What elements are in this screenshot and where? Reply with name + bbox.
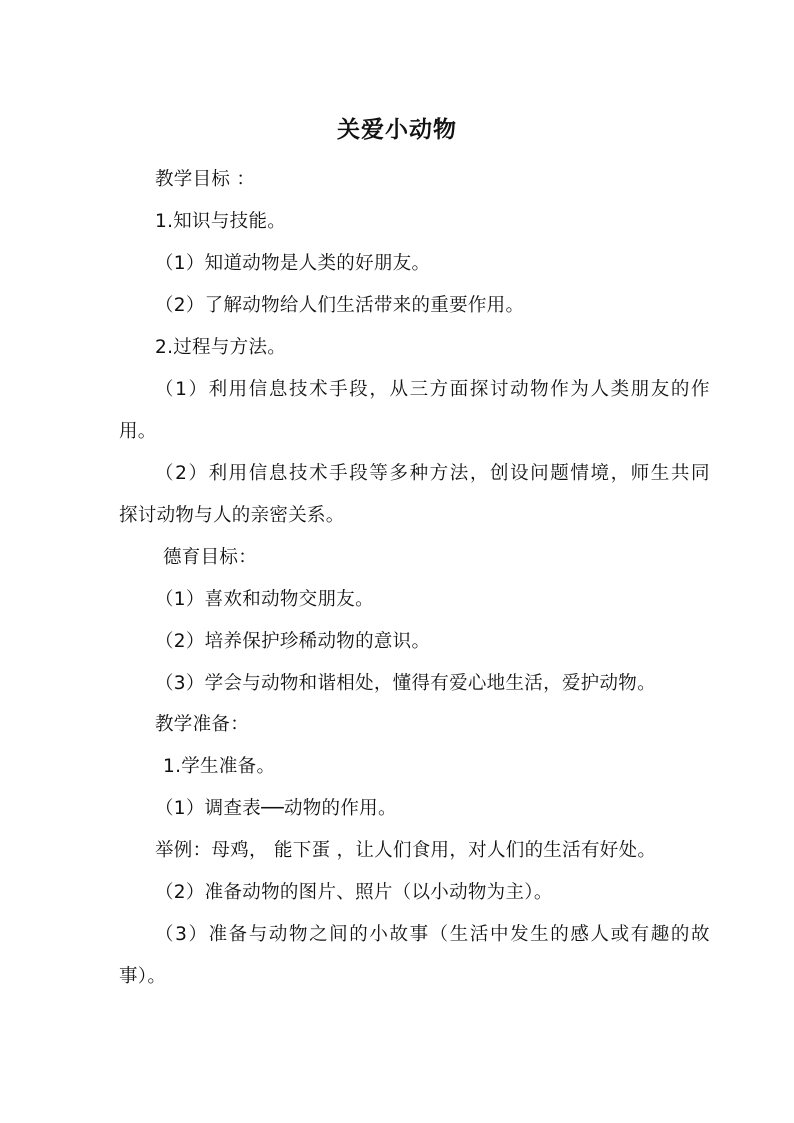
subheading-process-method: 2.过程与方法。	[155, 337, 287, 358]
subheading-knowledge-skills: 1.知识与技能。	[155, 211, 287, 232]
list-item: （2）准备动物的图片、照片（以小动物为主）。	[155, 882, 553, 903]
section-heading-teaching-goals: 教学目标 ：	[155, 169, 256, 190]
paragraph-line: （2）利用信息技术手段等多种方法，创设问题情境，师生共同	[155, 463, 712, 484]
list-item: （1）知道动物是人类的好朋友。	[155, 253, 431, 274]
paragraph-line: （1）利用信息技术手段，从三方面探讨动物作为人类朋友的作	[155, 379, 712, 400]
list-item: （2）了解动物给人们生活带来的重要作用。	[155, 295, 525, 316]
example-line: 举例：母鸡， 能下蛋 ，让人们食用，对人们的生活有好处。	[155, 840, 657, 861]
section-heading-preparation: 教学准备：	[155, 714, 250, 735]
list-item: （1）调查表──动物的作用。	[155, 798, 397, 819]
list-item: （1）喜欢和动物交朋友。	[155, 589, 374, 610]
list-item: （2）培养保护珍稀动物的意识。	[155, 631, 431, 652]
list-item: （3）学会与动物和谐相处，懂得有爱心地生活，爱护动物。	[155, 673, 656, 694]
paragraph-line: 探讨动物与人的亲密关系。	[119, 505, 345, 526]
paragraph-line: 用。	[119, 421, 157, 442]
paragraph-line: （3）准备与动物之间的小故事（生活中发生的感人或有趣的故	[155, 924, 712, 945]
paragraph-line: 事）。	[119, 966, 167, 987]
document-title: 关爱小动物	[337, 117, 457, 143]
section-heading-moral-goals: 德育目标：	[163, 547, 258, 568]
subheading-student-preparation: 1.学生准备。	[163, 756, 276, 777]
